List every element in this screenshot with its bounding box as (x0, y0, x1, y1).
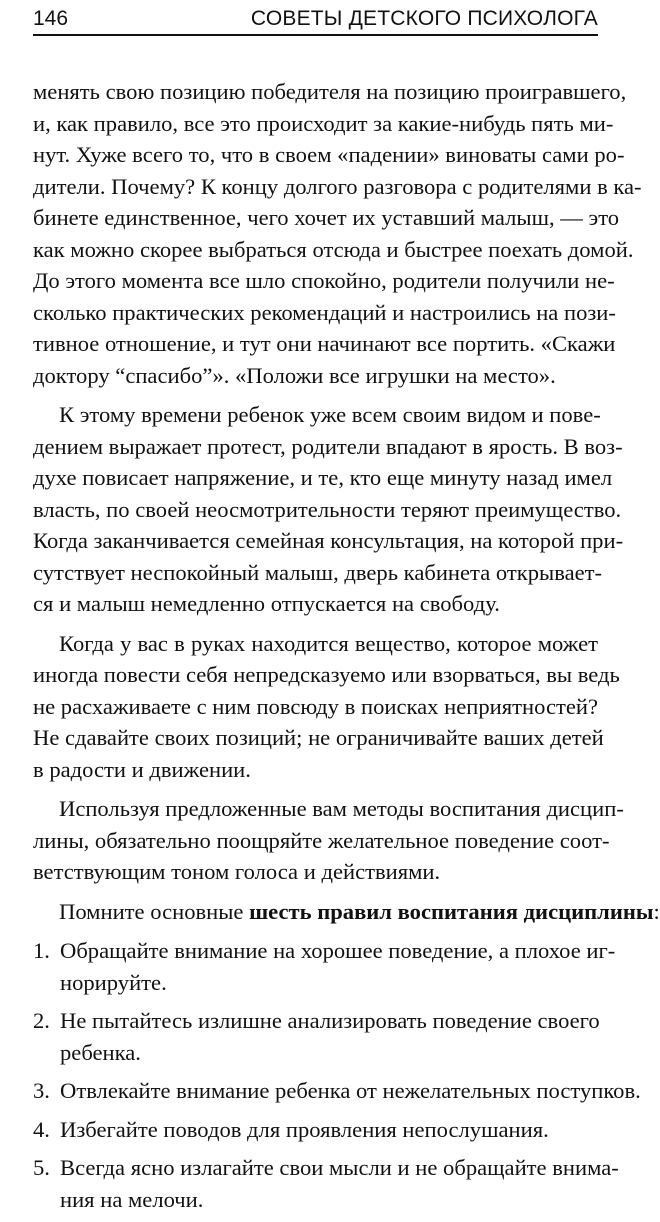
text-line: Когда у вас в руках находится вещество, которое может (59, 630, 598, 656)
list-item (33, 935, 616, 998)
rules-intro-emphasis: шесть правил воспитания дисциплины (249, 898, 654, 924)
rules-intro (33, 896, 660, 928)
list-number: 4. (33, 1116, 50, 1142)
text-line: бинете единственное, чего хочет их уставший малыш, — это (33, 205, 620, 230)
text-line: Не сдавайте своих позиций; не ограничивайте ваших детей (33, 725, 604, 750)
text-line: До этого момента все шло спокойно, родители получили не- (33, 268, 615, 293)
text-line: Не пытайтесь излишне анализировать поведение своего (60, 1008, 600, 1033)
text-line: Отвлекайте внимание ребенка от нежелательных поступков. (60, 1078, 641, 1103)
text-line: ребенка. (60, 1039, 141, 1065)
text-line: как можно скорее выбраться отсюда и быстрее поехать домой. (33, 236, 634, 262)
running-header (33, 4, 598, 36)
text-line: не расхаживаете с ним повсюду в поисках неприятностей? (33, 693, 598, 719)
text-line: сколько практических рекомендаций и настроились на пози- (33, 299, 616, 325)
text-line (33, 896, 660, 928)
page-number: 146 (33, 7, 69, 30)
text-line: в радости и движении. (33, 756, 251, 782)
text-line: Избегайте поводов для проявления непослушания. (60, 1116, 549, 1142)
text-line: и, как правило, все это происходит за какие-нибудь пять ми- (33, 110, 614, 136)
text-line: Всегда ясно излагайте свои мысли и не обращайте внима- (60, 1155, 619, 1180)
page-body (33, 76, 660, 1222)
rules-intro-colon: : (653, 898, 660, 924)
paragraph (33, 76, 642, 391)
text-line: дением выражает протест, родители впадают в ярость. В воз- (33, 433, 623, 459)
text-line: норируйте. (60, 969, 167, 995)
rules-list (33, 935, 641, 1215)
list-item (33, 1075, 641, 1107)
text-line: Используя предложенные вам методы воспитания дисцип- (59, 796, 624, 821)
list-number: 3. (33, 1078, 50, 1103)
list-item (33, 1005, 598, 1068)
text-line: дители. Почему? К концу долгого разговора с родителями в ка- (33, 173, 642, 199)
text-line: нут. Хуже всего то, что в своем «падении» виноваты сами ро- (33, 142, 625, 167)
text-line: доктору “спасибо”». «Положи все игрушки на место». (33, 362, 556, 388)
text-line: менять свою позицию победителя на позицию проигравшего, (33, 79, 627, 104)
list-item (33, 1152, 619, 1215)
text-line: тивное отношение, и тут они начинают все портить. «Скажи (33, 331, 616, 356)
text-line: ния на мелочи. (60, 1186, 204, 1212)
text-line: лины, обязательно поощряйте желательное поведение соот- (33, 827, 610, 853)
text-line: власть, по своей неосмотрительности теряют преимущество. (33, 496, 622, 522)
text-line: ся и малыш немедленно отпускается на свободу. (33, 591, 500, 616)
paragraph (33, 399, 624, 620)
list-item (33, 1114, 598, 1146)
list-number: 2. (33, 1008, 50, 1033)
text-line: К этому времени ребенок уже всем своим видом и пове- (59, 402, 601, 427)
text-line: Обращайте внимание на хорошее поведение, а плохое иг- (60, 938, 616, 963)
paragraph (33, 628, 620, 786)
running-title: СОВЕТЫ ДЕТСКОГО ПСИХОЛОГА (250, 7, 598, 30)
list-number: 1. (33, 938, 50, 963)
text-line: иногда повести себя непредсказуемо или взорваться, вы ведь (33, 662, 620, 687)
list-number: 5. (33, 1155, 50, 1180)
text-line: духе повисает напряжение, и те, кто еще минуту назад имел (33, 465, 613, 490)
text-line: Когда заканчивается семейная консультация, на которой при- (33, 528, 624, 553)
paragraph (33, 793, 624, 888)
rules-intro-text: Помните основные (59, 898, 250, 924)
text-line: ветствующим тоном голоса и действиями. (33, 859, 441, 884)
text-line: сутствует неспокойный малыш, дверь кабинета открывает- (33, 559, 603, 585)
